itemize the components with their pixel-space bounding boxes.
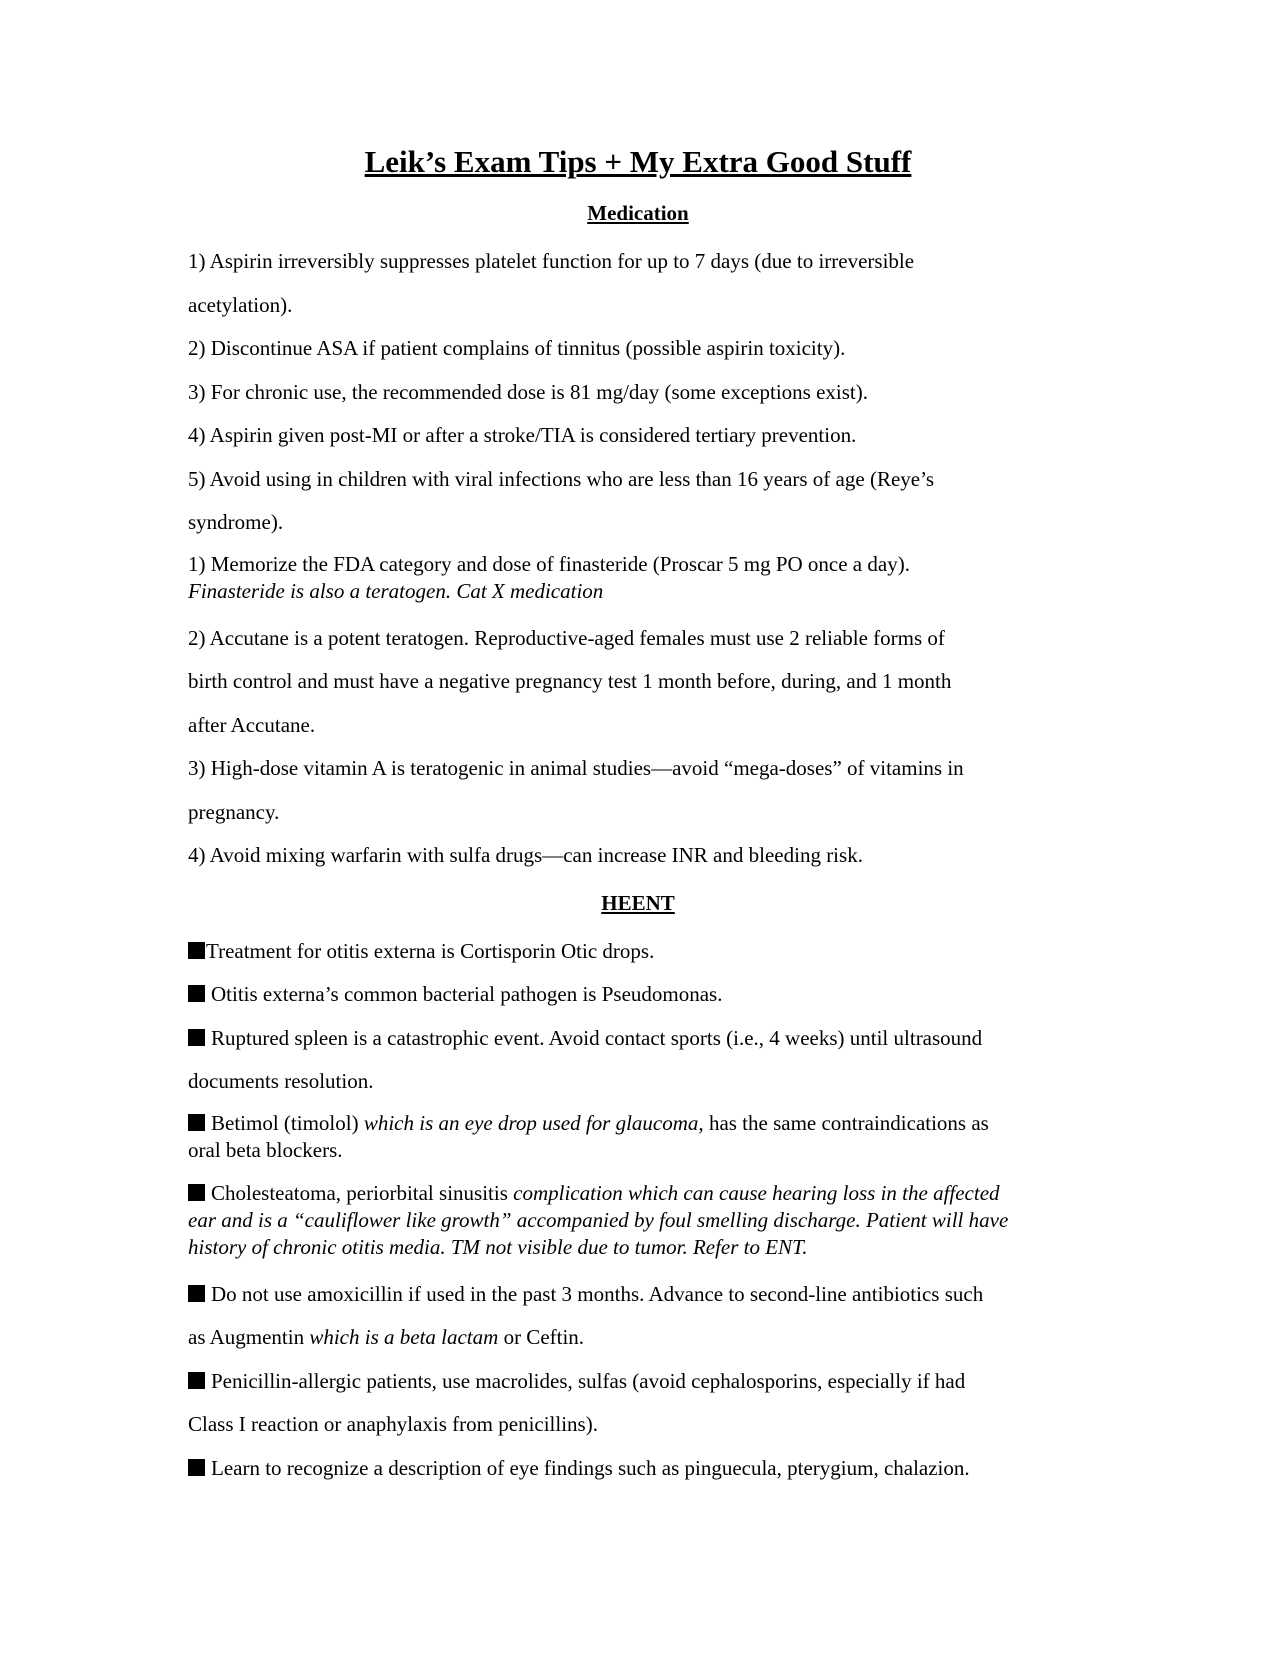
square-bullet-icon <box>188 1029 205 1046</box>
text-span: Betimol (timolol) <box>211 1110 364 1135</box>
bullet-cholesteatoma <box>188 1180 1088 1261</box>
bullet-eye-findings <box>188 1447 1088 1491</box>
paragraph-finasteride <box>188 551 1088 605</box>
square-bullet-icon <box>188 1184 205 1201</box>
italic-note: which is a beta lactam <box>309 1325 499 1349</box>
text-line: 5) Avoid using in children with viral infections who are less than 16 years of age (Reye’s <box>188 466 935 491</box>
text-line: acetylation). <box>188 292 293 317</box>
text-line: birth control and must have a negative pregnancy test 1 month before, during, and 1 month <box>188 669 952 693</box>
text-line: Ruptured spleen is a catastrophic event. Avoid contact sports (i.e., 4 weeks) until ultrasound <box>211 1025 983 1050</box>
square-bullet-icon <box>188 1372 205 1389</box>
text-line: Class I reaction or anaphylaxis from penicillins). <box>188 1412 598 1436</box>
bullet-betimol <box>188 1110 1088 1164</box>
text-line: 3) High-dose vitamin A is teratogenic in animal studies—avoid “mega-doses” of vitamins in <box>188 756 964 780</box>
square-bullet-icon <box>188 942 205 959</box>
text-line: 1) Aspirin irreversibly suppresses platelet function for up to 7 days (due to irreversible <box>188 249 915 273</box>
square-bullet-icon <box>188 1285 205 1302</box>
italic-note: which is an eye drop used for glaucoma, <box>363 1110 704 1135</box>
paragraph-aspirin-2: 2) Discontinue ASA if patient complains of tinnitus (possible aspirin toxicity). <box>188 336 846 360</box>
section-heading-heent: HEENT <box>601 890 675 915</box>
italic-note: complication which can cause hearing loss in the affected <box>513 1180 1000 1205</box>
bullet-amoxicillin <box>188 1273 1088 1360</box>
text-line: Do not use amoxicillin if used in the past 3 months. Advance to second-line antibiotics such <box>211 1281 984 1306</box>
square-bullet-icon <box>188 985 205 1002</box>
text-line: after Accutane. <box>188 712 316 737</box>
section-heading-medication: Medication <box>587 201 689 225</box>
bullet-otitis-pathogen <box>188 973 1088 1017</box>
square-bullet-icon <box>188 1114 205 1131</box>
text-line: 2) Accutane is a potent teratogen. Reproductive-aged females must use 2 reliable forms of <box>188 625 945 650</box>
text-line: pregnancy. <box>188 799 280 824</box>
paragraph-aspirin-1 <box>188 240 1088 327</box>
text-line: Learn to recognize a description of eye findings such as pinguecula, pterygium, chalazion. <box>211 1455 970 1480</box>
paragraph-aspirin-3: 3) For chronic use, the recommended dose is 81 mg/day (some exceptions exist). <box>188 379 868 404</box>
text-line: documents resolution. <box>188 1069 374 1093</box>
square-bullet-icon <box>188 1459 205 1476</box>
paragraph-aspirin-5 <box>188 458 1088 545</box>
text-span: as Augmentin <box>188 1325 310 1349</box>
paragraph-warfarin: 4) Avoid mixing warfarin with sulfa drugs—can increase INR and bleeding risk. <box>188 843 863 867</box>
text-span: or Ceftin. <box>498 1325 585 1349</box>
text-line: Otitis externa’s common bacterial pathogen is Pseudomonas. <box>211 982 723 1006</box>
text-span: has the same contraindications as <box>703 1110 989 1135</box>
document-body <box>188 138 1088 1490</box>
bullet-otitis-treatment <box>188 930 1088 974</box>
text-line: syndrome). <box>188 510 284 534</box>
paragraph-aspirin-4: 4) Aspirin given post-MI or after a stroke/TIA is considered tertiary prevention. <box>188 423 857 447</box>
italic-note: history of chronic otitis media. TM not visible due to tumor. Refer to ENT. <box>188 1234 808 1259</box>
text-line: Penicillin-allergic patients, use macrolides, sulfas (avoid cephalosporins, especially if had <box>211 1368 966 1393</box>
text-line: oral beta blockers. <box>188 1137 343 1162</box>
text-line: 1) Memorize the FDA category and dose of finasteride (Proscar 5 mg PO once a day). <box>188 551 910 576</box>
italic-note: Finasteride is also a teratogen. Cat X medication <box>188 578 604 603</box>
bullet-penicillin-allergy <box>188 1360 1088 1447</box>
paragraph-accutane <box>188 617 1088 748</box>
text-line: Treatment for otitis externa is Cortisporin Otic drops. <box>206 938 655 963</box>
paragraph-vitamin-a <box>188 747 1088 834</box>
italic-note: ear and is a “cauliflower like growth” accompanied by foul smelling discharge. Patient will have <box>188 1207 1009 1232</box>
bullet-ruptured-spleen <box>188 1017 1088 1104</box>
document-title: Leik’s Exam Tips + My Extra Good Stuff <box>364 144 912 179</box>
text-span: Cholesteatoma, periorbital sinusitis <box>211 1180 514 1205</box>
